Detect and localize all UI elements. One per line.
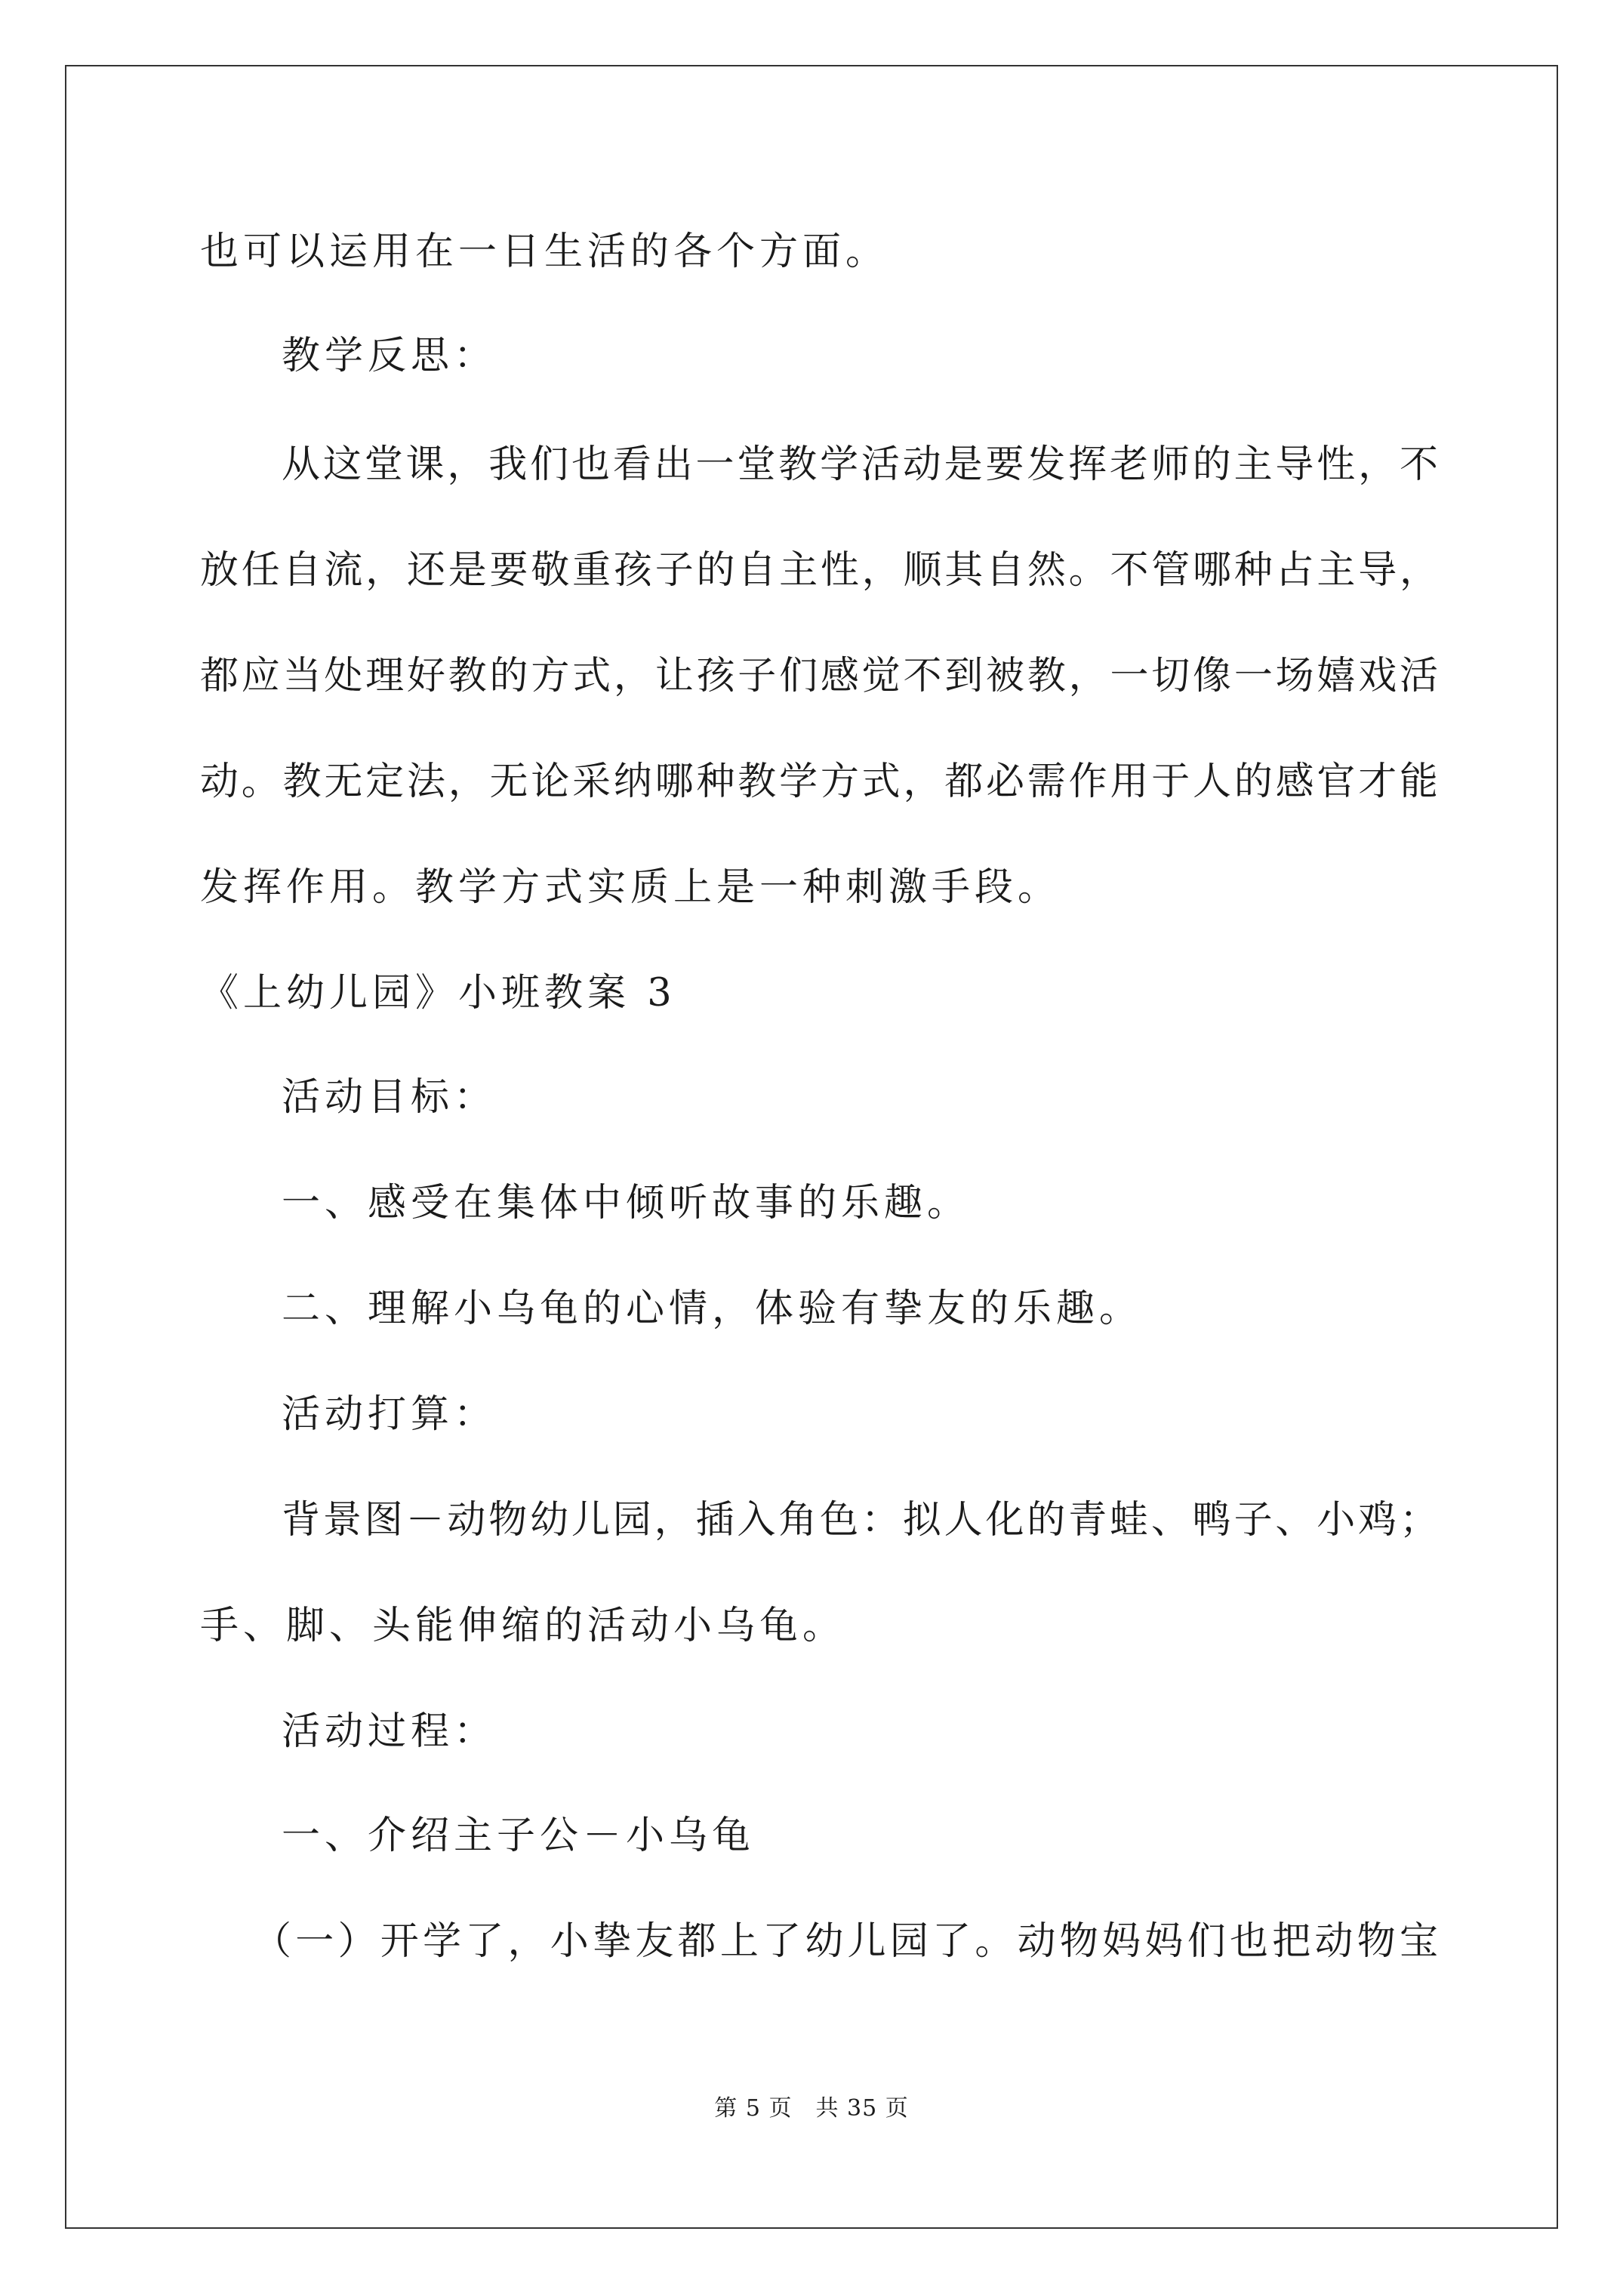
paragraph-line: 动。教无定法，无论采纳哪种教学方式，都必需作用于人的感官才能 <box>200 760 1438 804</box>
section-heading-process: 活动过程： <box>282 1709 497 1754</box>
list-item: 二、理解小乌龟的心情，体验有挚友的乐趣。 <box>282 1287 1143 1331</box>
paragraph-line: 都应当处理好教的方式，让孩子们感觉不到被教，一切像一场嬉戏活 <box>200 654 1438 698</box>
page-border <box>65 65 1558 2229</box>
section-heading-goals: 活动目标： <box>282 1075 497 1120</box>
paragraph-line: （一）开学了，小挚友都上了幼儿园了。动物妈妈们也把动物宝 <box>253 1919 1438 1964</box>
section-heading-reflection: 教学反思： <box>282 334 497 378</box>
paragraph-line: 手、脚、头能伸缩的活动小乌龟。 <box>200 1604 846 1648</box>
paragraph-line: 背景图－动物幼儿园，插入角色：拟人化的青蛙、鸭子、小鸡； <box>282 1498 1438 1542</box>
section-heading-preparation: 活动打算： <box>282 1392 497 1437</box>
paragraph-line: 放任自流，还是要敬重孩子的自主性，顺其自然。不管哪种占主导， <box>200 548 1438 593</box>
paragraph-line: 从这堂课，我们也看出一堂教学活动是要发挥老师的主导性，不 <box>282 442 1438 487</box>
lesson-plan-title: 《上幼儿园》小班教案 3 <box>200 971 676 1015</box>
list-item: 一、介绍主子公－小乌龟 <box>282 1814 756 1858</box>
paragraph-line: 发挥作用。教学方式实质上是一种刺激手段。 <box>200 865 1061 910</box>
page-number-footer: 第 5 页 共 35 页 <box>714 2095 909 2122</box>
paragraph-line: 也可以运用在一日生活的各个方面。 <box>200 230 889 274</box>
list-item: 一、感受在集体中倾听故事的乐趣。 <box>282 1181 971 1225</box>
